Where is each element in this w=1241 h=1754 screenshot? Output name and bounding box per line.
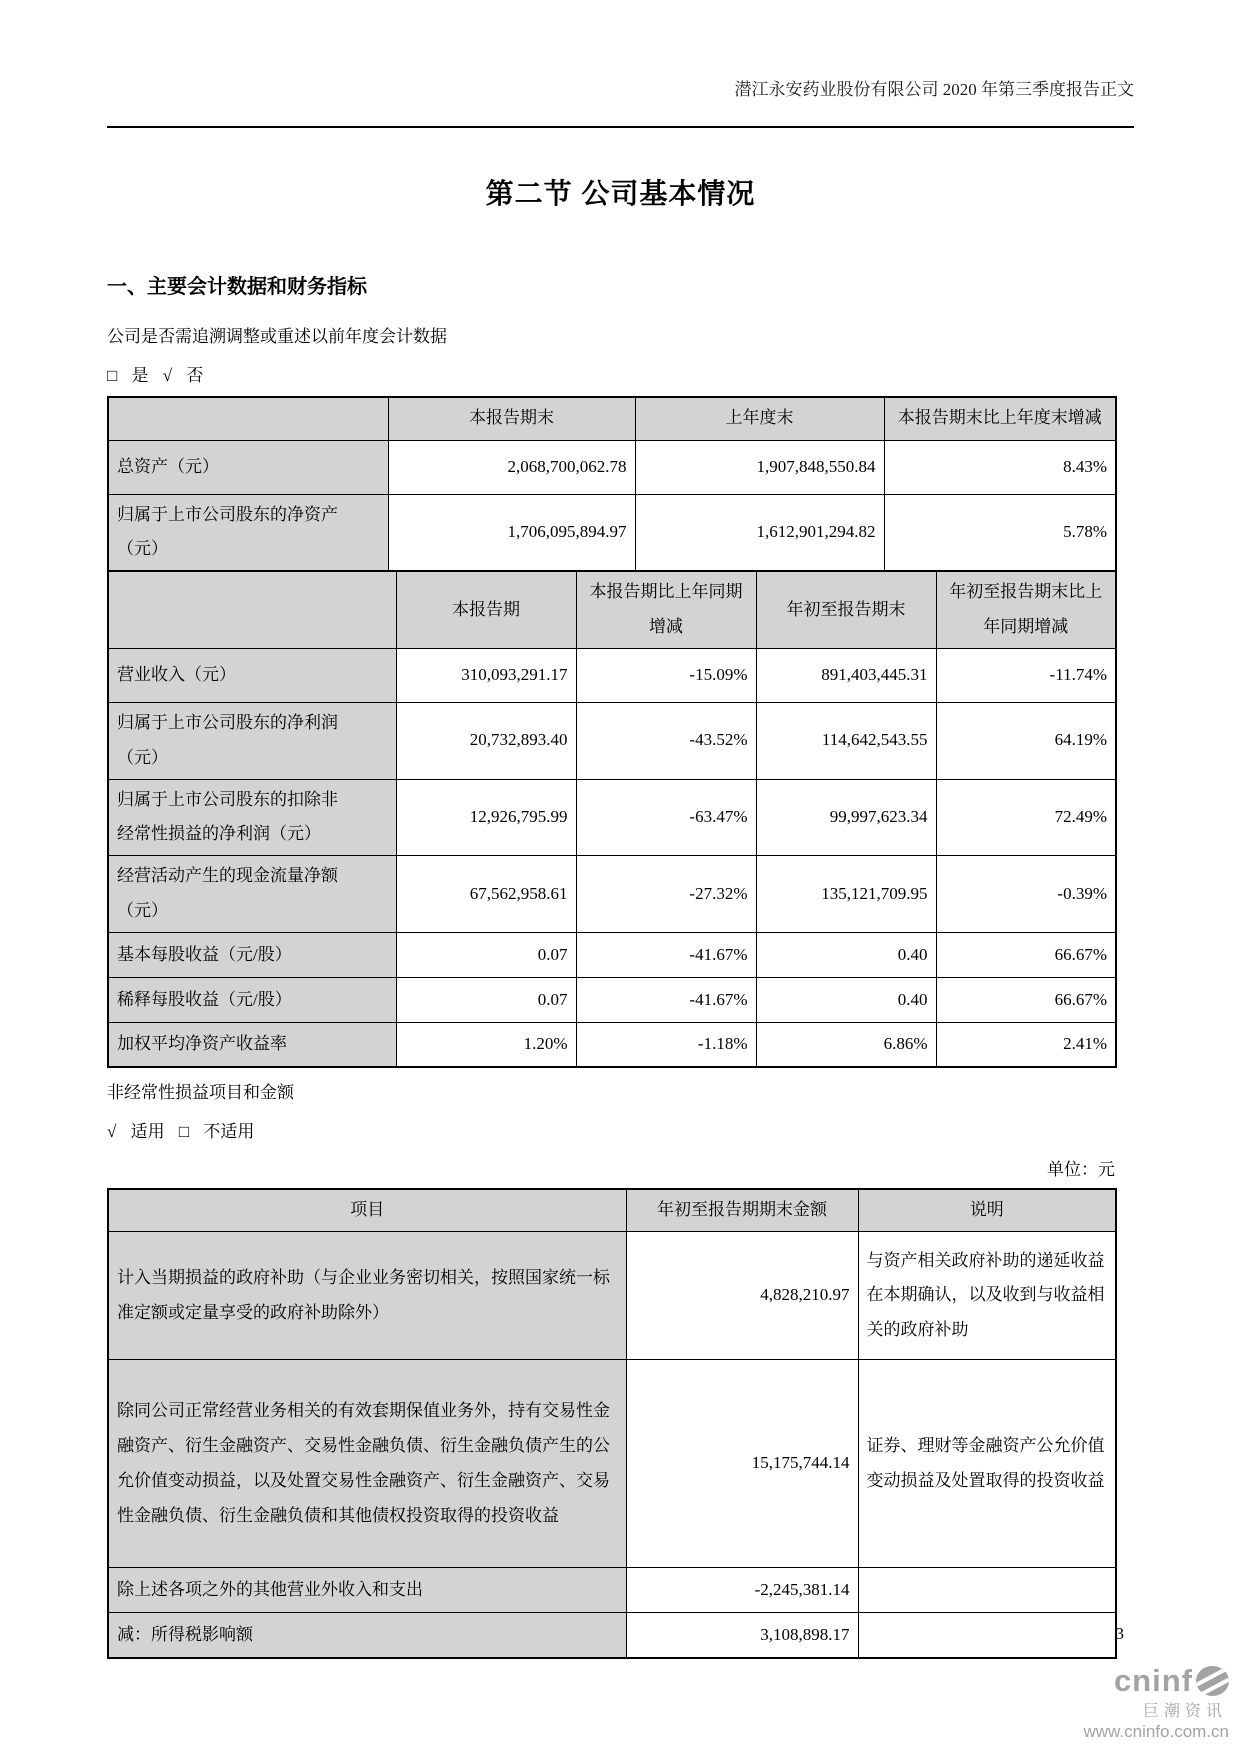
nonrecurring-heading: 非经常性损益项目和金额 [107,1083,294,1103]
item-cell: 减：所得税影响额 [108,1613,626,1658]
column-header: 本报告期末比上年度末增减 [884,397,1116,440]
key-financials-table-part1 [107,396,1117,572]
section-heading: 一、主要会计数据和财务指标 [107,276,367,298]
table-row [108,494,1116,571]
value-cell: -63.47% [576,779,756,856]
checkmark-icon: √ [107,1122,117,1142]
value-cell: 12,926,795.99 [396,779,576,856]
value-cell: -41.67% [576,932,756,977]
value-cell: -0.39% [936,856,1116,933]
value-cell: 2,068,700,062.78 [388,440,635,494]
value-cell: -1.18% [576,1022,756,1067]
key-financials-table-part2 [107,570,1117,1068]
value-cell: 8.43% [884,440,1116,494]
value-cell: 5.78% [884,494,1116,571]
table-row [108,1232,1116,1360]
table-header-row [108,397,1116,440]
restatement-question: 公司是否需追溯调整或重述以前年度会计数据 [107,327,447,346]
logo-brand-text: cninf [1113,1663,1193,1698]
corner-cell [108,571,396,648]
item-cell: 除上述各项之外的其他营业外收入和支出 [108,1568,626,1613]
not-applicable-label: 不适用 [203,1122,255,1142]
amount-cell: 4,828,210.97 [626,1232,858,1360]
value-cell: 891,403,445.31 [756,648,936,702]
logo-chinese-name: 巨潮资讯 [1142,1703,1227,1720]
item-cell: 计入当期损益的政府补助（与企业业务密切相关，按照国家统一标准定额或定量享受的政府补助除外） [108,1232,626,1360]
unit-label: 单位：元 [1047,1160,1115,1180]
applicable-label: 适用 [130,1122,165,1142]
value-cell: 135,121,709.95 [756,856,936,933]
value-cell: 0.40 [756,977,936,1022]
note-cell [858,1568,1116,1613]
value-cell: -15.09% [576,648,756,702]
row-label: 经营活动产生的现金流量净额（元） [108,856,396,933]
table-row [108,932,1116,977]
value-cell: 1,612,901,294.82 [635,494,884,571]
value-cell: -27.32% [576,856,756,933]
table-row [108,1360,1116,1568]
value-cell: 0.07 [396,932,576,977]
running-title: 潜江永安药业股份有限公司 2020 年第三季度报告正文 [734,80,1134,99]
value-cell: 72.49% [936,779,1116,856]
amount-cell: 3,108,898.17 [626,1613,858,1658]
table-row [108,977,1116,1022]
column-header: 年初至报告期末 [756,571,936,648]
note-cell [858,1613,1116,1658]
value-cell: 310,093,291.17 [396,648,576,702]
table-row [108,648,1116,702]
value-cell: 0.40 [756,932,936,977]
row-label: 稀释每股收益（元/股） [108,977,396,1022]
table-row [108,440,1116,494]
column-header: 本报告期比上年同期增减 [576,571,756,648]
cninfo-swirl-icon [1196,1666,1229,1696]
row-label: 归属于上市公司股东的扣除非经常性损益的净利润（元） [108,779,396,856]
no-label: 否 [186,366,204,385]
value-cell: 114,642,543.55 [756,702,936,779]
checkbox-unchecked-icon: □ [178,1122,190,1142]
table-row [108,1022,1116,1067]
note-cell: 证券、理财等金融资产公允价值变动损益及处置取得的投资收益 [858,1360,1116,1568]
column-header: 年初至报告期末比上年同期增减 [936,571,1116,648]
cninfo-logo [1083,1663,1230,1742]
value-cell: -11.74% [936,648,1116,702]
value-cell: 0.07 [396,977,576,1022]
value-cell: 2.41% [936,1022,1116,1067]
value-cell: 66.67% [936,977,1116,1022]
row-label: 归属于上市公司股东的净利润（元） [108,702,396,779]
value-cell: 1,706,095,894.97 [388,494,635,571]
table-header-row [108,1189,1116,1231]
row-label: 总资产（元） [108,440,388,494]
table-row [108,1568,1116,1613]
table-row [108,779,1116,856]
column-header: 本报告期 [396,571,576,648]
value-cell: 67,562,958.61 [396,856,576,933]
value-cell: 1.20% [396,1022,576,1067]
value-cell: 1,907,848,550.84 [635,440,884,494]
amount-cell: 15,175,744.14 [626,1360,858,1568]
value-cell: 20,732,893.40 [396,702,576,779]
column-header: 本报告期末 [388,397,635,440]
item-cell: 除同公司正常经营业务相关的有效套期保值业务外，持有交易性金融资产、衍生金融资产、交易性金融负债、衍生金融负债产生的公允价值变动损益，以及处置交易性金融资产、衍生金融资产、交易性金融负债、衍生金融负债和其他债权投资取得的投资收益 [108,1360,626,1568]
value-cell: 64.19% [936,702,1116,779]
page-number: 3 [1115,1624,1124,1643]
corner-cell [108,397,388,440]
table-row [108,856,1116,933]
column-header: 上年度末 [635,397,884,440]
checkmark-icon: √ [162,366,173,385]
row-label: 营业收入（元） [108,648,396,702]
column-header: 说明 [858,1189,1116,1231]
checkbox-unchecked-icon: □ [107,366,118,385]
page-title: 第二节 公司基本情况 [485,178,756,209]
note-cell: 与资产相关政府补助的递延收益在本期确认，以及收到与收益相关的政府补助 [858,1232,1116,1360]
value-cell: 66.67% [936,932,1116,977]
table-row [108,1613,1116,1658]
value-cell: -43.52% [576,702,756,779]
row-label: 加权平均净资产收益率 [108,1022,396,1067]
table-row [108,702,1116,779]
value-cell: 99,997,623.34 [756,779,936,856]
content-area [107,0,1134,1659]
amount-cell: -2,245,381.14 [626,1568,858,1613]
column-header: 项目 [108,1189,626,1231]
document-header [107,0,1134,128]
row-label: 基本每股收益（元/股） [108,932,396,977]
nonrecurring-items-table [107,1188,1117,1658]
column-header: 年初至报告期期末金额 [626,1189,858,1231]
table-header-row [108,571,1116,648]
applicability-selector [107,1121,1134,1143]
logo-website-url: www.cninfo.com.cn [1083,1722,1229,1741]
yes-label: 是 [131,366,149,385]
value-cell: 6.86% [756,1022,936,1067]
value-cell: -41.67% [576,977,756,1022]
restatement-yes-no [107,365,1134,387]
row-label: 归属于上市公司股东的净资产（元） [108,494,388,571]
